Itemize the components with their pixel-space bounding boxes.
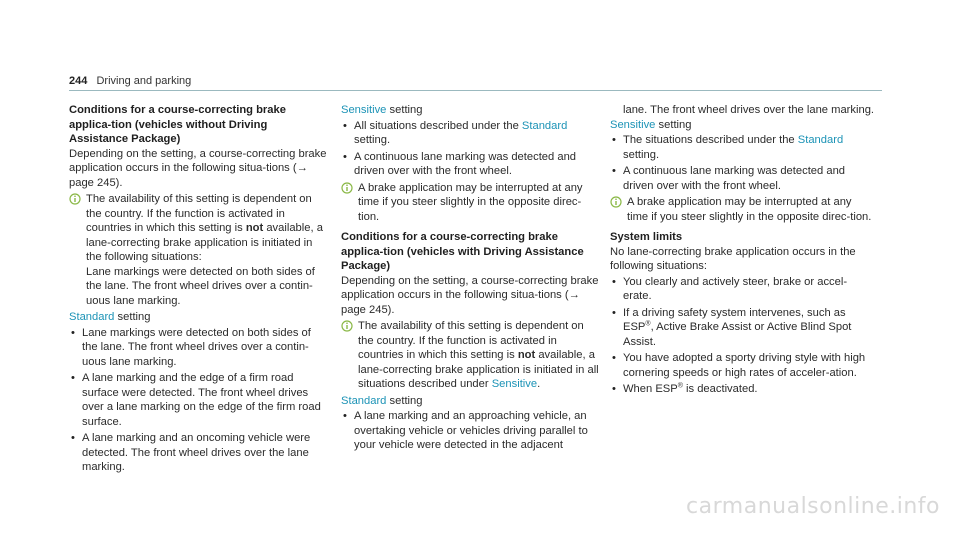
- standard-label: Standard: [341, 394, 387, 407]
- column-2: [341, 103, 599, 455]
- standard-link: Standard: [797, 134, 844, 146]
- info-icon: [610, 196, 622, 208]
- list-item-text: If a driving safety system intervenes, such as ESP: [623, 306, 846, 333]
- info-note: [69, 192, 327, 308]
- column-1: [69, 103, 327, 477]
- note-text-mid: available, a lane-correcting brake application is initiated in all situations described under: [358, 349, 599, 390]
- note-text: The availability of this setting is dependent on the country. If the function is activated in countries in which this setting is: [86, 193, 312, 234]
- intro-text: [69, 147, 327, 191]
- list-item-text: A lane marking and an oncoming vehicle were detected. The front wheel drives over the lane marking.: [82, 432, 311, 473]
- list-item: [610, 306, 875, 350]
- list-item-text: You clearly and actively steer, brake or accel-erate.: [623, 275, 848, 302]
- info-icon: [341, 320, 353, 332]
- bullet-icon: •: [612, 383, 616, 395]
- list-item-text: A lane marking and the edge of a firm road surface were detected. The front wheel drives over a lane marking on the edge of the firm road surface.: [82, 372, 321, 428]
- list-item-text: All situations described under the: [354, 119, 522, 132]
- info-note: [610, 195, 875, 224]
- list-item: [69, 326, 327, 370]
- bullet-icon: •: [343, 119, 347, 132]
- list-item-text: The situations described under the: [623, 134, 798, 146]
- watermark: carmanualsonline.info: [686, 494, 940, 519]
- intro-text: Depending on the setting, a course-correcting brake application occurs in the following situa-tions (→ page 245).: [341, 274, 599, 316]
- bullet-icon: •: [612, 275, 616, 288]
- note-text-cont: available, a lane-correcting brake application is initiated in the following situations:: [86, 222, 323, 263]
- info-note: [341, 181, 599, 225]
- page-number: 244: [69, 75, 88, 87]
- list-item: [69, 371, 327, 429]
- setting-word: setting: [386, 394, 423, 407]
- list-item: [610, 275, 875, 304]
- bullet-icon: •: [71, 432, 75, 444]
- heading-without-dap: Conditions for a course-correcting brake applica-tion (vehicles without Driving Assistance Package): [69, 104, 286, 145]
- note-text: A brake application may be interrupted at any time if you steer slightly in the opposite direc-tion.: [627, 196, 872, 223]
- list-item: [69, 431, 327, 475]
- sensitive-setting-line: [610, 118, 875, 133]
- bullet-icon: •: [612, 352, 616, 364]
- list-item-text-end: is deactivated.: [682, 383, 758, 395]
- list-item-text: Lane markings were detected on both sides of the lane. The front wheel drives over a contin-uous lane marking.: [82, 326, 311, 368]
- note-not: not: [245, 222, 264, 234]
- sensitive-link: Sensitive: [491, 378, 538, 390]
- column-3: [610, 103, 875, 399]
- bullet-icon: •: [343, 410, 347, 422]
- bullet-icon: •: [343, 150, 347, 163]
- note-text: A brake application may be interrupted at any time if you steer slightly in the opposite direc-tion.: [358, 181, 583, 223]
- list-item: [341, 119, 599, 148]
- list-item-text-cont: Active Brake Assist or Active Blind Spot Assist.: [623, 321, 852, 348]
- heading-with-dap: Conditions for a course-correcting brake applica-tion (vehicles with Driving Assistance Package): [341, 231, 584, 272]
- bullet-icon: •: [71, 326, 75, 339]
- note-not: not: [517, 349, 536, 361]
- list-item-text: A continuous lane marking was detected and driven over with the front wheel.: [623, 165, 846, 192]
- list-item-text-end: setting.: [354, 134, 391, 146]
- list-item: [610, 133, 875, 162]
- sensitive-setting-line: [341, 103, 599, 118]
- info-icon: [341, 182, 353, 194]
- continued-text: lane. The front wheel drives over the lane marking.: [623, 104, 875, 116]
- standard-setting-line: [341, 394, 599, 409]
- sensitive-label: Sensitive: [341, 104, 387, 116]
- list-item-text-end: setting.: [623, 148, 660, 161]
- registered-mark: ®: [677, 382, 683, 390]
- note-extra: Lane markings were detected on both sides of the lane. The front wheel drives over a contin-uous lane marking.: [86, 265, 315, 307]
- list-item: [610, 382, 875, 397]
- bullet-icon: •: [612, 134, 616, 146]
- standard-link: Standard: [521, 119, 568, 132]
- note-text: The availability of this setting is dependent on the country. If the function is activated in countries in which this setting is: [358, 320, 584, 361]
- list-item: [341, 150, 599, 179]
- list-item-text-comma: ,: [650, 321, 654, 333]
- registered-mark: ®: [645, 320, 651, 328]
- info-icon: [69, 193, 81, 205]
- list-item-text: A continuous lane marking was detected and driven over with the front wheel.: [354, 150, 577, 177]
- standard-label: Standard: [69, 311, 115, 323]
- intro-text: No lane-correcting brake application occurs in the following situations:: [610, 245, 856, 272]
- intro-body: Depending on the setting, a course-correcting brake application occurs in the following situa-tions (→ page 245).: [69, 147, 327, 189]
- section-title: Driving and parking: [96, 75, 192, 87]
- note-text-end: .: [537, 378, 541, 390]
- heading-system-limits: System limits: [610, 231, 683, 243]
- list-item: [610, 351, 875, 380]
- bullet-icon: •: [612, 165, 616, 177]
- page-header: [69, 74, 882, 91]
- info-note: [341, 319, 599, 392]
- setting-word: setting: [386, 104, 423, 116]
- bullet-icon: •: [612, 306, 616, 319]
- setting-word: setting: [114, 311, 151, 323]
- setting-word: setting: [655, 118, 692, 131]
- bullet-icon: •: [71, 372, 75, 384]
- list-item: [341, 409, 599, 453]
- list-item: [610, 164, 875, 193]
- standard-setting-line: [69, 310, 327, 325]
- list-item-text: You have adopted a sporty driving style with high cornering speeds or high rates of acceler-ation.: [623, 352, 866, 379]
- list-item-text: When ESP: [623, 383, 678, 395]
- list-item-text: A lane marking and an approaching vehicle, an overtaking vehicle or vehicles driving parallel to your vehicle were detected in the adjacent: [354, 410, 588, 451]
- sensitive-label: Sensitive: [610, 118, 656, 131]
